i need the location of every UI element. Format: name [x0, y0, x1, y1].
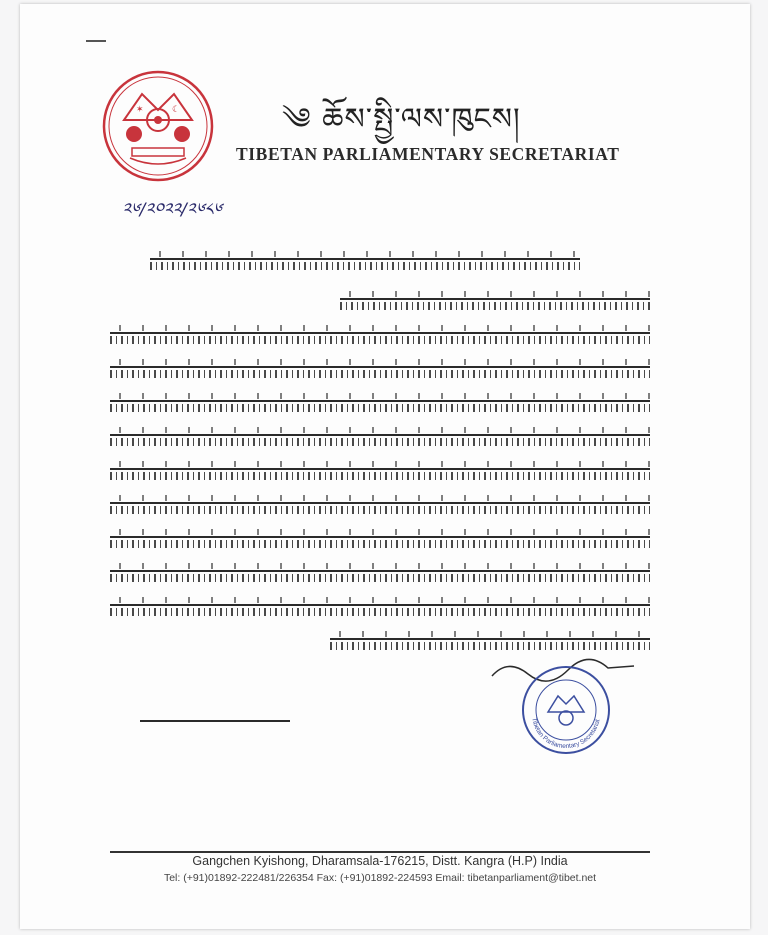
salutation-line: [150, 258, 580, 260]
date-line: [330, 638, 650, 640]
text-line: [340, 298, 650, 300]
text-line: [110, 434, 650, 436]
footer-divider: [110, 851, 650, 853]
text-line: [110, 332, 650, 334]
text-line: [110, 604, 650, 606]
footer-contact: Tel: (+91)01892-222481/226354 Fax: (+91)01892-224593 Email: tibetanparliament@tibet.net: [163, 872, 597, 884]
text-line: [110, 400, 650, 402]
corner-mark: [86, 40, 106, 42]
text-line: [110, 570, 650, 572]
office-stamp: [520, 664, 612, 756]
reference-number: ༢༦/༢༠༢༢/༢༦༨༦: [122, 200, 222, 220]
english-title: TIBETAN PARLIAMENTARY SECRETARIAT: [236, 144, 620, 164]
svg-text:✶: ✶: [136, 105, 144, 115]
emblem-seal: [102, 70, 214, 182]
svg-text:Tibetan Parliamentary Secretar: Tibetan Parliamentary Secretariat: [530, 717, 602, 751]
tibetan-title: ༄ ཆོས་སྤྱི་ལས་ཁུངས།: [282, 102, 521, 137]
closing-line: [140, 720, 290, 722]
text-line: [110, 366, 650, 368]
text-line: [110, 502, 650, 504]
letter-body: [110, 240, 650, 650]
text-line: [110, 536, 650, 538]
svg-text:☾: ☾: [172, 105, 181, 115]
footer-address: Gangchen Kyishong, Dharamsala-176215, Distt. Kangra (H.P) India: [192, 854, 568, 868]
text-line: [110, 468, 650, 470]
